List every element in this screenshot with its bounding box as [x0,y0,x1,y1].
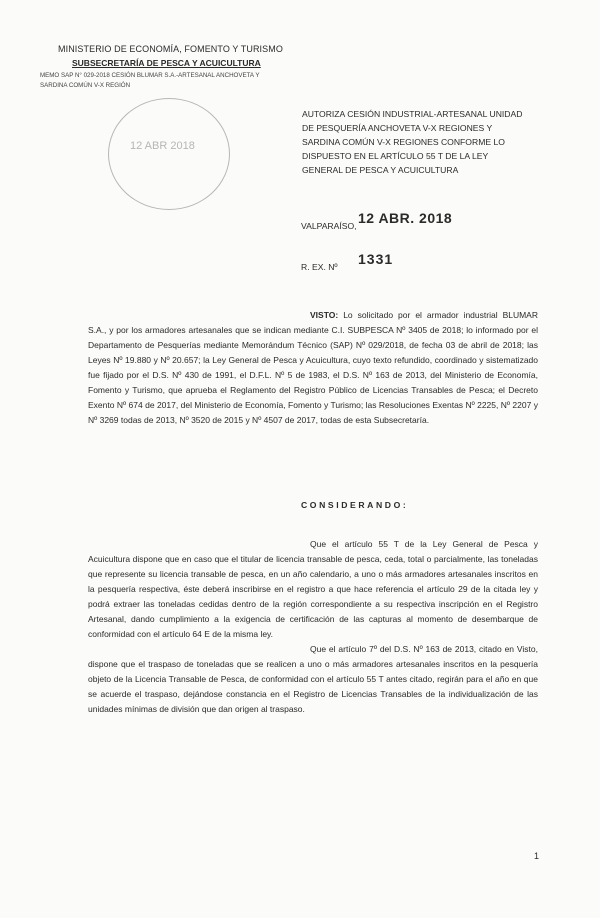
considerando-paragraph-1: Que el artículo 55 T de la Ley General de Pesca y Acuicultura dispone que en caso que el titular de licencia transable de pesca, ceda, total o parcialmente, las toneladas que represente su licencia transable de pesca, en un año calendario, a uno o más armadores artesanales inscritos en la pesquería respectiva, éste deberá inscribirse en el registro a que hace referencia el artículo 29 de la citada ley y podrá extraer las toneladas cedidas dentro de la región correspondiente a su respectiva inscripción en el Registro Artesanal, dando cumplimiento a la exigencia de certificación de las capturas al momento de desembarque de conformidad con el artículo 64 E de la misma ley. [88,539,538,639]
document-date: 12 ABR. 2018 [358,210,453,226]
visto-paragraph [88,308,538,428]
resolution-number: 1331 [358,251,394,267]
document-title: AUTORIZA CESIÓN INDUSTRIAL-ARTESANAL UNIDAD DE PESQUERÍA ANCHOVETA V-X REGIONES Y SARDINA COMÚN V-X REGIONES CONFORME LO DISPUESTO EN EL ARTÍCULO 55 T DE LA LEY GENERAL DE PESCA Y ACUICULTURA [302,109,523,175]
visto-text: Lo solicitado por el armador industrial BLUMAR S.A., y por los armadores artesanales que se indican mediante C.I. SUBPESCA Nº 3405 de 2018; lo informado por el Departamento de Pesquerías mediante Memorándum Técnico (SAP) Nº 029/2018, de fecha 03 de abril de 2018; las Leyes Nº 19.880 y Nº 20.657; la Ley General de Pesca y Acuicultura, cuyo texto refundido, coordinado y sistematizado fue fijado por el D.S. Nº 430 de 1991, el D.F.L. Nº 5 de 1983, el D.S. Nº 163 de 2013, del Ministerio de Economía, Fomento y Turismo, que aprueba el Reglamento del Registro Público de Licencias Transables de Pesca; el Decreto Exento Nº 674 de 2017, del Ministerio de Economía, Fomento y Turismo; las Resoluciones Exentas Nº 2225, Nº 2207 y Nº 3269 todas de 2013, Nº 3520 de 2015 y Nº 4507 de 2017, todas de esta Subsecretaría. [88,310,538,425]
stamp-date: 12 ABR 2018 [130,140,195,152]
ministry-name: MINISTERIO DE ECONOMÍA, FOMENTO Y TURISMO [58,44,283,54]
place-label: VALPARAÍSO, [301,221,357,231]
official-stamp [108,98,230,210]
resolution-label: R. EX. Nº [301,262,338,272]
considerando-heading: CONSIDERANDO: [301,500,409,510]
memo-reference: MEMO SAP N° 029-2018 CESIÓN BLUMAR S.A.-ARTESANAL ANCHOVETA Y SARDINA COMÚN V-X REGIÓN [40,72,260,89]
visto-label: VISTO: [310,310,339,320]
considerando-paragraph-2: Que el artículo 7º del D.S. Nº 163 de 2013, citado en Visto, dispone que el traspaso de toneladas que se realicen a uno o más armadores artesanales inscritos en la pesquería objeto de la Licencia Transable de Pesca, de conformidad con el artículo 55 T antes citado, regirán para el año en que se acuerde el traspaso, dejándose constancia en el Registro de Licencias Transables de la individualización de las unidades mínimas de división que dan origen al traspaso. [88,644,538,714]
page-number: 1 [534,851,540,861]
subsecretaria-name: SUBSECRETARÍA DE PESCA Y ACUICULTURA [72,58,261,68]
